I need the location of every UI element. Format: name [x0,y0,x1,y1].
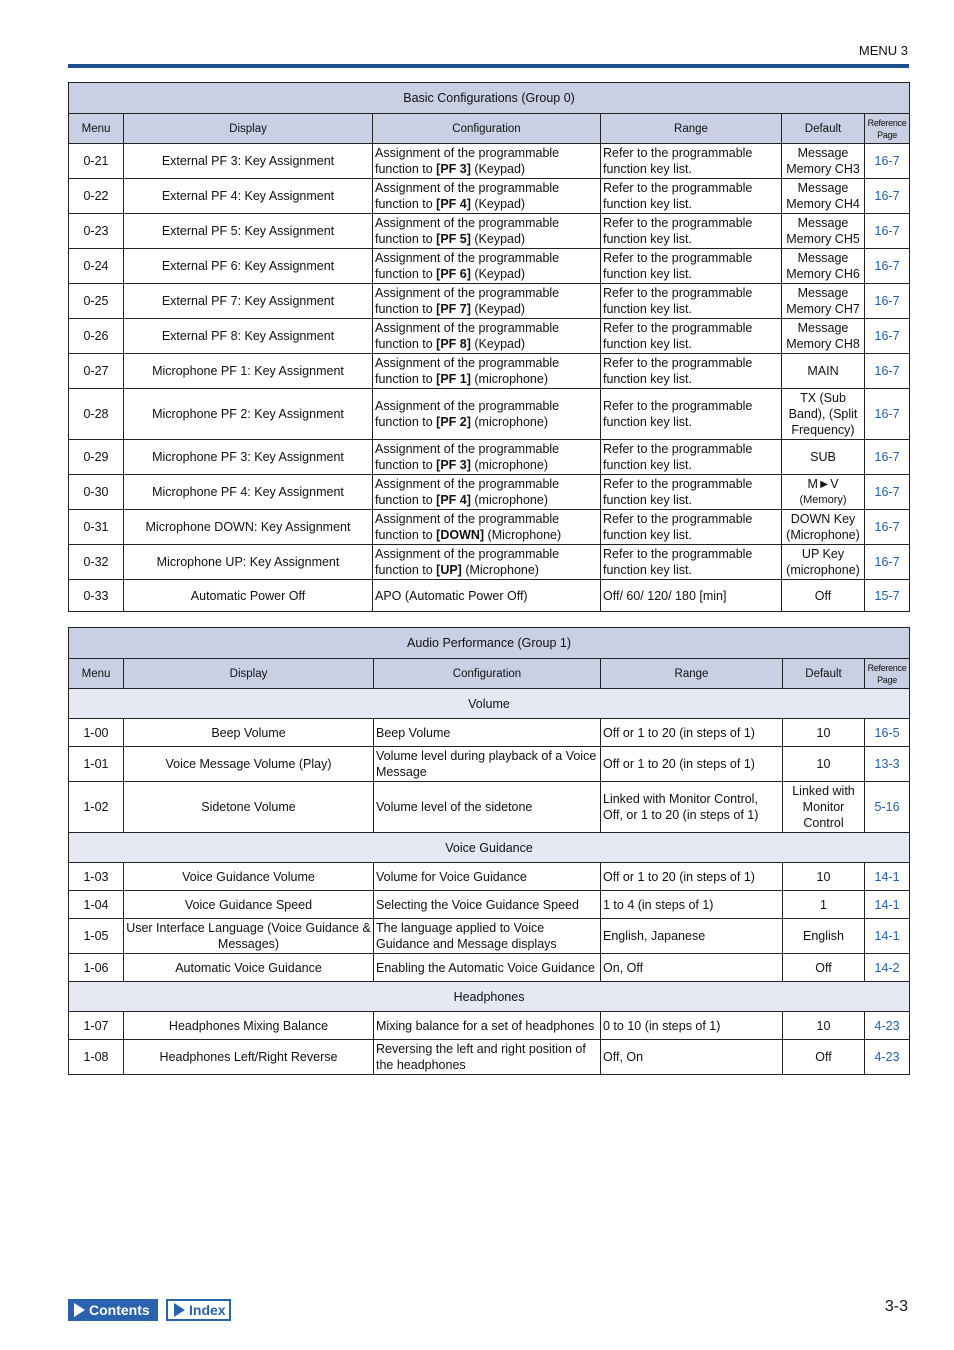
key-name: [PF 6] [436,267,471,281]
default-value: TX (Sub Band), (Split Frequency) [788,391,858,437]
default-cell [782,389,865,440]
default-cell [782,214,865,249]
configuration-cell [373,214,601,249]
range-text: Refer to the programmable function key list. [601,179,782,214]
menu-number: 0-27 [69,354,124,389]
group-title: Audio Performance (Group 1) [69,628,910,659]
configuration-text: Assignment of the programmable function to [375,399,560,429]
range-text: 1 to 4 (in steps of 1) [601,891,783,919]
table-row [69,475,910,510]
menu-label: MENU 3 [858,43,908,58]
configuration-text: Assignment of the programmable function to [375,181,560,211]
audio-performance-table [68,627,910,1075]
table-row [69,1040,910,1075]
table-row [69,440,910,475]
col-header-display: Display [124,659,374,689]
basic-config-table [68,82,910,612]
reference-page-link[interactable]: 4-23 [865,1040,910,1075]
display-name: User Interface Language (Voice Guidance & Messages) [124,919,374,954]
table-row [69,747,910,782]
configuration-suffix: (microphone) [470,415,549,429]
display-name: Beep Volume [124,719,374,747]
menu-number: 0-33 [69,580,124,612]
table-row [69,354,910,389]
key-name: [PF 8] [436,337,471,351]
section-row [69,833,910,863]
col-header-default: Default [782,114,865,144]
table-row [69,954,910,982]
reference-page-link[interactable]: 4-23 [865,1012,910,1040]
display-name: Microphone UP: Key Assignment [124,545,373,580]
table-row [69,319,910,354]
default-value: M►V [807,477,839,491]
reference-page-link[interactable]: 16-7 [865,249,910,284]
key-name: [PF 3] [436,458,471,472]
col-header-menu: Menu [69,114,124,144]
configuration-text: The language applied to Voice Guidance and Message displays [374,919,601,954]
default-value: Message Memory CH3 [786,146,860,176]
display-name: External PF 3: Key Assignment [124,144,373,179]
reference-page-link[interactable]: 13-3 [865,747,910,782]
display-name: Automatic Power Off [124,580,373,612]
table-row [69,719,910,747]
default-value: 10 [783,1012,865,1040]
reference-page-link[interactable]: 15-7 [865,580,910,612]
default-value: Message Memory CH8 [786,321,860,351]
range-text: Off or 1 to 20 (in steps of 1) [601,863,783,891]
configuration-cell [373,545,601,580]
col-header-reference-page: Reference Page [865,114,910,144]
key-name: [PF 5] [436,232,471,246]
configuration-text: Assignment of the programmable function to [375,216,560,246]
col-header-default: Default [783,659,865,689]
configuration-suffix: (Keypad) [470,232,526,246]
range-text: Refer to the programmable function key list. [601,214,782,249]
configuration-text: Assignment of the programmable function to [375,442,560,472]
menu-number: 1-00 [69,719,124,747]
table-row [69,214,910,249]
default-cell [782,179,865,214]
reference-page-link[interactable]: 16-7 [865,545,910,580]
configuration-cell [373,179,601,214]
display-name: Microphone DOWN: Key Assignment [124,510,373,545]
play-arrow-icon [174,1303,185,1317]
configuration-cell [373,144,601,179]
range-text: 0 to 10 (in steps of 1) [601,1012,783,1040]
range-text: Off or 1 to 20 (in steps of 1) [601,747,783,782]
key-name: [PF 2] [436,415,471,429]
menu-number: 1-07 [69,1012,124,1040]
reference-page-link[interactable]: 14-1 [865,863,910,891]
section-row [69,982,910,1012]
display-name: Sidetone Volume [124,782,374,833]
configuration-cell [373,249,601,284]
configuration-cell [373,475,601,510]
reference-page-link[interactable]: 16-7 [865,319,910,354]
configuration-text: Enabling the Automatic Voice Guidance [374,954,601,982]
configuration-text: Reversing the left and right position of the headphones [374,1040,601,1075]
configuration-suffix: (Keypad) [470,302,526,316]
reference-page-link[interactable]: 16-7 [865,214,910,249]
display-name: External PF 8: Key Assignment [124,319,373,354]
range-text: Refer to the programmable function key list. [601,144,782,179]
default-value: English [783,919,865,954]
range-text: Refer to the programmable function key list. [601,284,782,319]
range-text: Refer to the programmable function key list. [601,545,782,580]
reference-page-link[interactable]: 14-1 [865,919,910,954]
display-name: External PF 6: Key Assignment [124,249,373,284]
reference-page-link[interactable]: 14-1 [865,891,910,919]
default-note: (Memory) [799,494,847,506]
configuration-text: Volume level of the sidetone [374,782,601,833]
menu-number: 1-06 [69,954,124,982]
display-name: Voice Guidance Volume [124,863,374,891]
default-value: DOWN Key (Microphone) [786,512,860,542]
key-name: [PF 4] [436,493,471,507]
menu-number: 1-05 [69,919,124,954]
reference-page-link[interactable]: 16-7 [865,440,910,475]
menu-number: 0-28 [69,389,124,440]
display-name: Microphone PF 3: Key Assignment [124,440,373,475]
menu-number: 0-31 [69,510,124,545]
menu-number: 0-21 [69,144,124,179]
default-value: Linked with Monitor Control [783,782,865,833]
configuration-cell [373,319,601,354]
default-value: Off [783,1040,865,1075]
range-text: Refer to the programmable function key list. [601,389,782,440]
range-text: Off/ 60/ 120/ 180 [min] [601,580,782,612]
menu-number: 0-25 [69,284,124,319]
range-text: Refer to the programmable function key list. [601,440,782,475]
group-title: Basic Configurations (Group 0) [69,83,910,114]
configuration-suffix: (Microphone) [484,528,562,542]
default-cell [782,354,865,389]
default-cell [782,319,865,354]
table-row [69,389,910,440]
reference-page-link[interactable]: 5-16 [865,782,910,833]
reference-page-link[interactable]: 14-2 [865,954,910,982]
section-title: Voice Guidance [69,833,910,863]
reference-page-link[interactable]: 16-7 [865,475,910,510]
default-cell [782,144,865,179]
configuration-text: Assignment of the programmable function to [375,356,560,386]
default-value: SUB [810,450,836,464]
display-name: External PF 7: Key Assignment [124,284,373,319]
default-value: Message Memory CH7 [786,286,860,316]
configuration-suffix: (microphone) [470,493,549,507]
configuration-suffix: (Microphone) [461,563,539,577]
page-number: 3-3 [884,1298,908,1315]
range-text: Refer to the programmable function key list. [601,354,782,389]
menu-number: 1-04 [69,891,124,919]
menu-number: 0-23 [69,214,124,249]
menu-number: 1-03 [69,863,124,891]
default-value: Message Memory CH5 [786,216,860,246]
reference-page-link[interactable]: 16-7 [865,510,910,545]
default-value: 1 [783,891,865,919]
configuration-suffix: (Keypad) [470,337,526,351]
key-name: [UP] [436,563,462,577]
default-cell [782,475,865,510]
default-value: UP Key (microphone) [786,547,860,577]
default-cell [782,580,865,612]
reference-page-link[interactable]: 16-7 [865,179,910,214]
reference-page-link[interactable]: 16-7 [865,144,910,179]
table-row [69,919,910,954]
key-name: [PF 1] [436,372,471,386]
configuration-text: Volume level during playback of a Voice Message [374,747,601,782]
default-cell [782,249,865,284]
default-value: Message Memory CH6 [786,251,860,281]
section-title: Volume [69,689,910,719]
contents-button[interactable] [68,1299,158,1321]
menu-number: 0-29 [69,440,124,475]
configuration-cell [373,354,601,389]
index-label: Index [189,1302,226,1318]
default-cell [782,510,865,545]
play-arrow-icon [74,1303,85,1317]
configuration-text: Assignment of the programmable function to [375,251,560,281]
reference-page-link[interactable]: 16-7 [865,354,910,389]
configuration-text: Volume for Voice Guidance [374,863,601,891]
range-text: Refer to the programmable function key list. [601,249,782,284]
display-name: External PF 5: Key Assignment [124,214,373,249]
display-name: Microphone PF 4: Key Assignment [124,475,373,510]
display-name: Microphone PF 1: Key Assignment [124,354,373,389]
display-name: External PF 4: Key Assignment [124,179,373,214]
range-text: English, Japanese [601,919,783,954]
default-value: 10 [783,747,865,782]
menu-number: 1-02 [69,782,124,833]
display-name: Voice Guidance Speed [124,891,374,919]
configuration-text: Assignment of the programmable function to [375,512,560,542]
configuration-suffix: (Keypad) [470,197,526,211]
configuration-cell [373,389,601,440]
menu-number: 0-22 [69,179,124,214]
configuration-suffix: (Keypad) [470,267,526,281]
configuration-cell [373,580,601,612]
configuration-text: Selecting the Voice Guidance Speed [374,891,601,919]
index-button[interactable] [166,1299,231,1321]
menu-number: 0-24 [69,249,124,284]
range-text: Refer to the programmable function key list. [601,319,782,354]
display-name: Headphones Left/Right Reverse [124,1040,374,1075]
default-value: Off [783,954,865,982]
table-row [69,580,910,612]
contents-label: Contents [89,1302,150,1318]
default-cell [782,284,865,319]
configuration-text: Assignment of the programmable function to [375,547,560,577]
configuration-text: APO (Automatic Power Off) [375,588,528,603]
reference-page-link[interactable]: 16-7 [865,389,910,440]
range-text: Refer to the programmable function key list. [601,475,782,510]
configuration-text: Mixing balance for a set of headphones [374,1012,601,1040]
table-row [69,863,910,891]
default-cell [782,545,865,580]
menu-number: 1-08 [69,1040,124,1075]
display-name: Headphones Mixing Balance [124,1012,374,1040]
configuration-text: Assignment of the programmable function to [375,321,560,351]
table-row [69,782,910,833]
section-row [69,689,910,719]
key-name: [PF 4] [436,197,471,211]
configuration-text: Beep Volume [374,719,601,747]
menu-number: 1-01 [69,747,124,782]
range-text: Linked with Monitor Control, Off, or 1 to 20 (in steps of 1) [601,782,783,833]
menu-number: 0-30 [69,475,124,510]
col-header-range: Range [601,114,782,144]
menu-number: 0-26 [69,319,124,354]
default-value: 10 [783,719,865,747]
default-value: Off [814,588,832,603]
configuration-cell [373,440,601,475]
table-row [69,144,910,179]
menu-number: 0-32 [69,545,124,580]
configuration-text: Assignment of the programmable function to [375,286,560,316]
display-name: Microphone PF 2: Key Assignment [124,389,373,440]
col-header-display: Display [124,114,373,144]
default-value: MAIN [807,364,839,378]
range-text: Off, On [601,1040,783,1075]
reference-page-link[interactable]: 16-5 [865,719,910,747]
configuration-text: Assignment of the programmable function to [375,477,560,507]
display-name: Voice Message Volume (Play) [124,747,374,782]
section-title: Headphones [69,982,910,1012]
range-text: Off or 1 to 20 (in steps of 1) [601,719,783,747]
configuration-suffix: (microphone) [470,372,549,386]
configuration-cell [373,510,601,545]
col-header-configuration: Configuration [373,114,601,144]
col-header-configuration: Configuration [374,659,601,689]
configuration-text: Assignment of the programmable function to [375,146,560,176]
default-value: 10 [783,863,865,891]
display-name: Automatic Voice Guidance [124,954,374,982]
header-rule [68,64,909,68]
table-row [69,545,910,580]
configuration-suffix: (microphone) [470,458,549,472]
table-row [69,891,910,919]
key-name: [PF 7] [436,302,471,316]
configuration-cell [373,284,601,319]
key-name: [PF 3] [436,162,471,176]
table-row [69,284,910,319]
key-name: [DOWN] [436,528,485,542]
table-row [69,249,910,284]
default-cell [782,440,865,475]
range-text: Refer to the programmable function key list. [601,510,782,545]
default-value: Message Memory CH4 [786,181,860,211]
col-header-menu: Menu [69,659,124,689]
range-text: On, Off [601,954,783,982]
configuration-suffix: (Keypad) [470,162,526,176]
table-row [69,179,910,214]
table-row [69,510,910,545]
reference-page-link[interactable]: 16-7 [865,284,910,319]
table-row [69,1012,910,1040]
col-header-reference-page: Reference Page [865,659,910,689]
col-header-range: Range [601,659,783,689]
